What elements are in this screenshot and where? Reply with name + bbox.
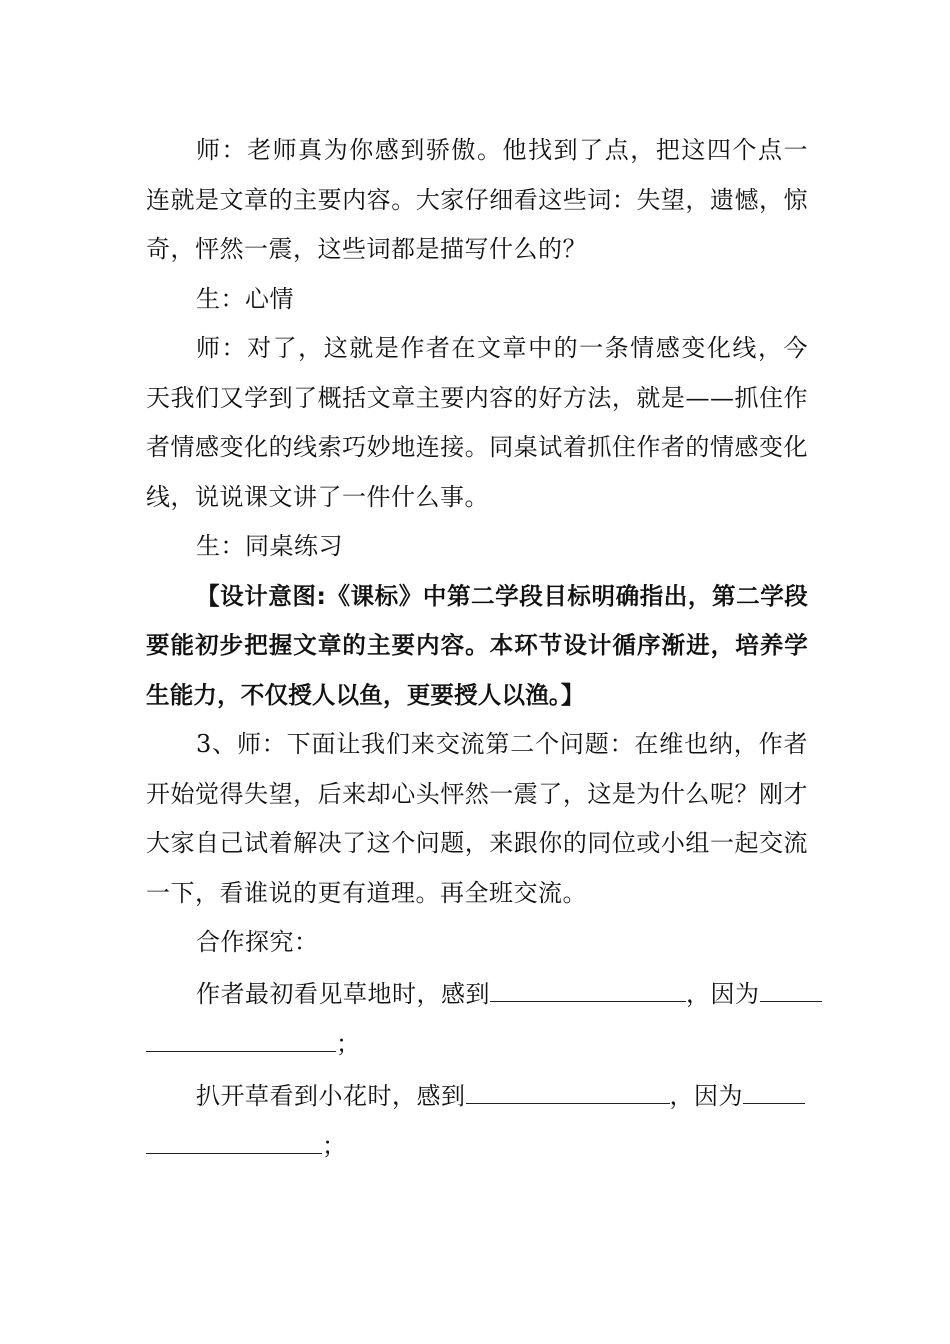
- question-2-blank-reason-a[interactable]: [743, 1083, 805, 1104]
- question-2-blank-feeling[interactable]: [466, 1083, 670, 1104]
- question-2-prefix: 扒开草看到小花时，感到: [196, 1081, 466, 1110]
- question-1-blank-reason-a[interactable]: [760, 981, 822, 1002]
- question-1-end: ；: [336, 1030, 361, 1058]
- design-intent-note: 【设计意图:《课标》中第二学段目标明确指出，第二学段要能初步把握文章的主要内容。本环节设计循序渐进，培养学生能力，不仅授人以鱼，更要授人以渔。】: [146, 581, 808, 709]
- question-1-prefix: 作者最初看见草地时，感到: [196, 979, 490, 1008]
- teacher-paragraph-3: 3、师：下面让我们来交流第二个问题：在维也纳，作者开始觉得失望，后来却心头怦然一震了，这是为什么呢？刚才大家自己试着解决了这个问题，来跟你的同位或小组一起交流一下，看谁说的更有道理。再全班交流。: [146, 730, 808, 907]
- question-2-because: ，因为: [669, 1081, 743, 1110]
- cooperative-inquiry-heading: 合作探究：: [196, 928, 319, 956]
- teacher-paragraph-2: 师：对了，这就是作者在文章中的一条情感变化线，今天我们又学到了概括文章主要内容的好方法，就是——抓住作者情感变化的线索巧妙地连接。同桌试着抓住作者的情感变化线，说说课文讲了一件什么事。: [146, 334, 808, 511]
- question-1-blank-feeling[interactable]: [490, 981, 686, 1002]
- question-1-blank-reason-b[interactable]: [146, 1031, 336, 1052]
- document-body: [146, 126, 808, 1172]
- teacher-paragraph-1: 师：老师真为你感到骄傲。他找到了点，把这四个点一连就是文章的主要内容。大家仔细看这些词：失望，遗憾，惊奇，怦然一震，这些词都是描写什么的？: [146, 136, 808, 263]
- student-answer-2: 生：同桌练习: [196, 532, 343, 560]
- question-2-blank-reason-b[interactable]: [146, 1133, 322, 1154]
- fill-in-question-1: [146, 970, 808, 1070]
- fill-in-question-2: [146, 1072, 808, 1172]
- student-answer-1: 生：心情: [196, 284, 294, 313]
- question-1-because: ，因为: [686, 979, 760, 1008]
- question-2-end: ；: [322, 1132, 347, 1160]
